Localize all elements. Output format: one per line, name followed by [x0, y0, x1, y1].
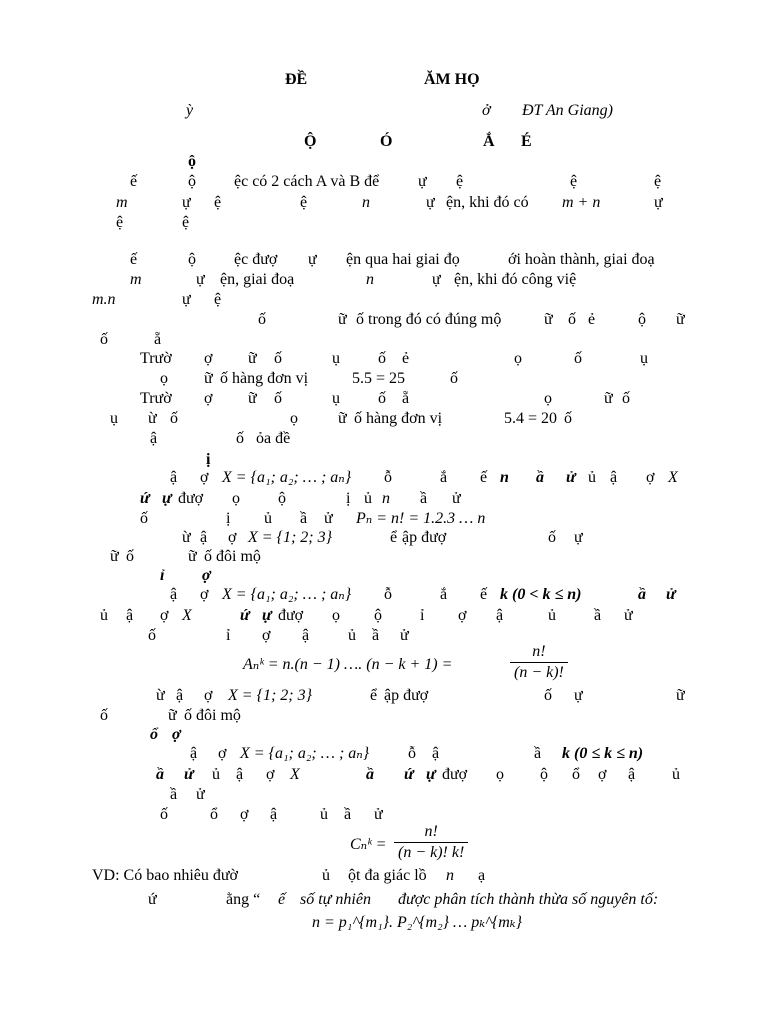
text-fragment: ố: [378, 350, 386, 367]
section-title-1: Ộ: [304, 133, 317, 150]
text-fragment: ự: [654, 194, 663, 211]
text-fragment: ằng “: [226, 891, 261, 908]
text-fragment: ắ: [440, 586, 448, 603]
text-fragment: số tự nhiên: [300, 891, 371, 908]
text-fragment: ữ: [248, 390, 257, 407]
text-fragment: ỉ: [420, 607, 425, 624]
text-fragment: ậ: [176, 687, 184, 704]
heading-combination: ợ: [172, 726, 181, 743]
text-fragment: ố: [274, 390, 282, 407]
text-fragment: ập đượ: [384, 687, 429, 704]
text-fragment: ố hàng đơn vị: [354, 410, 443, 427]
text-fragment: ế: [480, 469, 488, 486]
subtitle-right: ĐT An Giang): [522, 102, 613, 119]
text-fragment: ợ: [218, 745, 227, 762]
math-n: n: [500, 469, 509, 486]
text-fragment: ụ: [640, 350, 648, 367]
text-fragment: ệ: [570, 173, 578, 190]
subtitle-left: ỳ: [186, 102, 194, 119]
text-fragment: ử: [324, 510, 333, 527]
math-m-dot-n: m.n: [92, 291, 116, 308]
text-fragment: ố: [564, 410, 572, 427]
text-fragment: ố: [236, 430, 244, 447]
text-fragment: ố: [450, 370, 458, 387]
text-fragment: ể: [390, 529, 398, 546]
text-fragment: ố hàng đơn vị: [220, 370, 309, 387]
heading-combination: ổ: [150, 726, 158, 743]
text-fragment: ự: [196, 271, 205, 288]
text-fragment: đượ: [278, 607, 304, 624]
text-fragment: ậ: [610, 469, 618, 486]
math-set-x: X = {a₁; a₂; … ; aₙ}: [222, 469, 352, 486]
text-fragment: ủ: [212, 766, 220, 783]
text-fragment: ọ: [160, 370, 168, 387]
text-fragment: ợ: [160, 607, 169, 624]
text-fragment: ự: [574, 687, 583, 704]
text-fragment: ệ: [182, 214, 190, 231]
text-fragment: ử: [624, 607, 633, 624]
text-fragment: ế: [130, 173, 138, 190]
text-fragment: ố: [258, 311, 266, 328]
text-fragment: ự: [426, 194, 435, 211]
text-fragment: ố: [160, 806, 168, 823]
text-fragment: ữ: [676, 311, 685, 328]
math-permutation-formula: Pₙ = n! = 1.2.3 … n: [356, 510, 486, 527]
text-fragment: ậ: [170, 586, 178, 603]
text-fragment: ợ: [266, 766, 275, 783]
text-fragment: ợ: [204, 687, 213, 704]
text-fragment: ổ: [572, 766, 580, 783]
title-left: ĐỀ: [285, 71, 308, 88]
text-fragment: ậ: [200, 529, 208, 546]
section-title-2: Ó: [380, 133, 393, 150]
text-fragment: ậ: [432, 745, 440, 762]
text-fragment: ữ: [676, 687, 685, 704]
text-fragment: ập đượ: [402, 529, 447, 546]
text-fragment: ố: [378, 390, 386, 407]
text-fragment: ọ: [514, 350, 522, 367]
text-fragment: ố: [126, 548, 134, 565]
text-fragment: Trườ: [140, 350, 172, 367]
text-fragment: ị: [226, 510, 231, 527]
text-fragment: ự: [162, 490, 172, 507]
text-fragment: ứ: [404, 766, 414, 783]
text-fragment: ụ: [332, 350, 340, 367]
text-fragment: ữ: [338, 311, 347, 328]
text-fragment: ỗ: [384, 586, 392, 603]
text-fragment: ầ: [156, 766, 164, 783]
text-fragment: ẻ: [402, 350, 410, 367]
combination-fraction-denominator: (n − k)! k!: [398, 844, 465, 861]
text-fragment: ợ: [458, 607, 467, 624]
text-fragment: ộ: [278, 490, 286, 507]
text-fragment: ủ: [364, 490, 372, 507]
text-fragment: ậ: [190, 745, 198, 762]
text-fragment: ụ: [332, 390, 340, 407]
section-title-3: Ắ: [483, 133, 495, 150]
text-fragment: ử: [452, 490, 461, 507]
text-fragment: ố: [568, 311, 576, 328]
text-fragment: ợ: [200, 469, 209, 486]
text-fragment: ợ: [646, 469, 655, 486]
text-fragment: ắ: [440, 469, 448, 486]
text-fragment: ữ: [248, 350, 257, 367]
text-fragment: ẵ: [154, 331, 162, 348]
text-fragment: ầ: [344, 806, 352, 823]
text-fragment: ố: [622, 390, 630, 407]
combination-fraction-numerator: n!: [424, 823, 438, 840]
text-fragment: ủ: [264, 510, 272, 527]
text-fragment: ố: [140, 510, 148, 527]
text-fragment: ử: [184, 766, 194, 783]
text-fragment: ện, khi đó có: [446, 194, 529, 211]
text-fragment: ố trong đó có đúng mộ: [356, 311, 502, 328]
text-fragment: ộ: [188, 173, 196, 190]
combination-fraction: [394, 822, 468, 863]
text-fragment: ậ: [270, 806, 278, 823]
math-product: 5.5 = 25: [352, 370, 406, 387]
text-fragment: ậ: [170, 469, 178, 486]
text-fragment: ợ: [262, 627, 271, 644]
text-fragment: ầ: [638, 586, 646, 603]
text-fragment: ợ: [598, 766, 607, 783]
math-set-x: X = {a₁; a₂; … ; aₙ}: [240, 745, 370, 762]
text-fragment: ử: [400, 627, 409, 644]
text-fragment: ữ: [204, 370, 213, 387]
text-fragment: ự: [432, 271, 441, 288]
text-fragment: ẵ: [402, 390, 410, 407]
text-fragment: ỗ: [408, 745, 416, 762]
text-fragment: ế: [480, 586, 488, 603]
text-fragment: ữ: [604, 390, 613, 407]
text-fragment: ậ: [496, 607, 504, 624]
text-fragment: ự: [182, 291, 191, 308]
text-fragment: ệ: [116, 214, 124, 231]
math-set-123: X = {1; 2; 3}: [248, 529, 333, 546]
text-fragment: ự: [262, 607, 272, 624]
text-fragment: ố đôi mộ: [204, 548, 261, 565]
text-fragment: ầ: [536, 469, 544, 486]
text-fragment: ọ: [290, 410, 298, 427]
text-fragment: ủ: [322, 867, 330, 884]
text-fragment: ợ: [204, 390, 213, 407]
text-fragment: ầ: [420, 490, 428, 507]
text-fragment: ỉ: [226, 627, 231, 644]
text-fragment: ừ: [156, 687, 165, 704]
combination-formula-lhs: Cₙᵏ =: [350, 836, 387, 853]
math-x: X: [290, 766, 300, 783]
text-fragment: ọ: [332, 607, 340, 624]
text-fragment: ầ: [366, 766, 374, 783]
text-fragment: được phân tích thành thừa số nguyên tố:: [398, 891, 659, 908]
text-fragment: ừ: [148, 410, 157, 427]
text-fragment: ủ: [588, 469, 596, 486]
text-fragment: đượ: [178, 490, 204, 507]
text-fragment: ự: [574, 529, 583, 546]
text-fragment: ọ: [232, 490, 240, 507]
text-fragment: ố: [548, 529, 556, 546]
text-fragment: ộ: [540, 766, 548, 783]
text-fragment: ọ: [496, 766, 504, 783]
text-fragment: ố: [100, 707, 108, 724]
heading-arrangement: ỉ: [160, 567, 165, 584]
text-fragment: ử: [196, 786, 205, 803]
text-fragment: ố: [274, 350, 282, 367]
text-fragment: ệ: [456, 173, 464, 190]
text-fragment: ỏa đề: [256, 430, 291, 447]
text-fragment: ự: [308, 251, 317, 268]
text-fragment: ợ: [228, 529, 237, 546]
math-k-range: k (0 < k ≤ n): [500, 586, 582, 603]
section-title-4: É: [521, 133, 532, 150]
text-fragment: ổ: [210, 806, 218, 823]
text-fragment: ụ: [110, 410, 118, 427]
text-fragment: ủ: [348, 627, 356, 644]
text-fragment: ầ: [594, 607, 602, 624]
arrangement-fraction-numerator: n!: [532, 643, 546, 660]
math-n: n: [446, 867, 454, 884]
text-fragment: ệ: [214, 194, 222, 211]
text-fragment: ệc có 2 cách A và B để: [234, 173, 380, 190]
text-fragment: ộ: [188, 251, 196, 268]
math-n: n: [362, 194, 370, 211]
text-fragment: ợ: [240, 806, 249, 823]
text-fragment: ố: [170, 410, 178, 427]
text-fragment: ủ: [548, 607, 556, 624]
text-fragment: ệ: [654, 173, 662, 190]
math-x: X: [668, 469, 678, 486]
sub-title: ộ: [188, 153, 196, 170]
text-fragment: ột đa giác lồ: [348, 867, 427, 884]
text-fragment: ự: [418, 173, 427, 190]
text-fragment: VD: Có bao nhiêu đườ: [92, 867, 239, 884]
text-fragment: ừ: [182, 529, 191, 546]
math-m-plus-n: m + n: [562, 194, 601, 211]
text-fragment: ới hoàn thành, giai đoạ: [508, 251, 655, 268]
text-fragment: ợ: [204, 350, 213, 367]
text-fragment: đượ: [442, 766, 468, 783]
text-fragment: ử: [374, 806, 383, 823]
math-prime-factorization: n = p₁^{m₁}. P₂^{m₂} … pₖ^{mₖ}: [312, 914, 523, 931]
text-fragment: ện, giai đoạ: [220, 271, 295, 288]
text-fragment: ệ: [300, 194, 308, 211]
text-fragment: ế: [278, 891, 286, 908]
text-fragment: ộ: [374, 607, 382, 624]
text-fragment: ậ: [628, 766, 636, 783]
math-k-range: k (0 ≤ k ≤ n): [562, 745, 644, 762]
text-fragment: ộ: [638, 311, 646, 328]
arrangement-fraction-denominator: (n − k)!: [514, 664, 564, 681]
text-fragment: ữ: [188, 548, 197, 565]
text-fragment: ệc đượ: [234, 251, 278, 268]
text-fragment: ứ: [240, 607, 250, 624]
text-fragment: ạ: [478, 867, 486, 884]
text-fragment: ố: [574, 350, 582, 367]
math-m: m: [116, 194, 128, 211]
text-fragment: ầ: [300, 510, 308, 527]
arrangement-formula-lhs: Aₙᵏ = n.(n − 1) …. (n − k + 1) =: [243, 656, 453, 673]
text-fragment: ứ: [140, 490, 150, 507]
text-fragment: ử: [566, 469, 576, 486]
text-fragment: ọ: [544, 390, 552, 407]
text-fragment: ữ: [168, 707, 177, 724]
text-fragment: ố: [100, 331, 108, 348]
text-fragment: Trườ: [140, 390, 172, 407]
text-fragment: ầ: [372, 627, 380, 644]
heading-permutation: ị: [206, 451, 211, 468]
text-fragment: ự: [182, 194, 191, 211]
math-n: n: [366, 271, 374, 288]
math-set-x: X = {a₁; a₂; … ; aₙ}: [222, 586, 352, 603]
text-fragment: ậ: [236, 766, 244, 783]
text-fragment: ế: [130, 251, 138, 268]
text-fragment: ợ: [200, 586, 209, 603]
text-fragment: ện, khi đó công việ: [454, 271, 577, 288]
text-fragment: ậ: [150, 430, 158, 447]
arrangement-fraction: [510, 642, 568, 683]
text-fragment: ử: [666, 586, 676, 603]
text-fragment: ự: [426, 766, 436, 783]
text-fragment: ể: [370, 687, 378, 704]
text-fragment: ủ: [100, 607, 108, 624]
text-fragment: ậ: [302, 627, 310, 644]
math-n: n: [382, 490, 390, 507]
text-fragment: ệ: [214, 291, 222, 308]
text-fragment: ỗ: [384, 469, 392, 486]
heading-arrangement: ợ: [202, 567, 211, 584]
text-fragment: ẻ: [588, 311, 596, 328]
text-fragment: ủ: [672, 766, 680, 783]
text-fragment: ố đôi mộ: [184, 707, 241, 724]
text-fragment: ầ: [534, 745, 542, 762]
text-fragment: ữ: [544, 311, 553, 328]
text-fragment: ậ: [126, 607, 134, 624]
text-fragment: ứ: [148, 891, 157, 908]
text-fragment: ữ: [338, 410, 347, 427]
text-fragment: ố: [544, 687, 552, 704]
math-m: m: [130, 271, 142, 288]
math-x: X: [182, 607, 192, 624]
text-fragment: ầ: [170, 786, 178, 803]
text-fragment: ện qua hai giai đọ: [346, 251, 460, 268]
math-product: 5.4 = 20: [504, 410, 558, 427]
text-fragment: ủ: [320, 806, 328, 823]
title-right: ĂM HỌ: [424, 71, 480, 88]
text-fragment: ữ: [110, 548, 119, 565]
subtitle-mid: ở: [482, 102, 491, 119]
math-set-123: X = {1; 2; 3}: [228, 687, 313, 704]
text-fragment: ố: [148, 627, 156, 644]
text-fragment: ị: [346, 490, 351, 507]
